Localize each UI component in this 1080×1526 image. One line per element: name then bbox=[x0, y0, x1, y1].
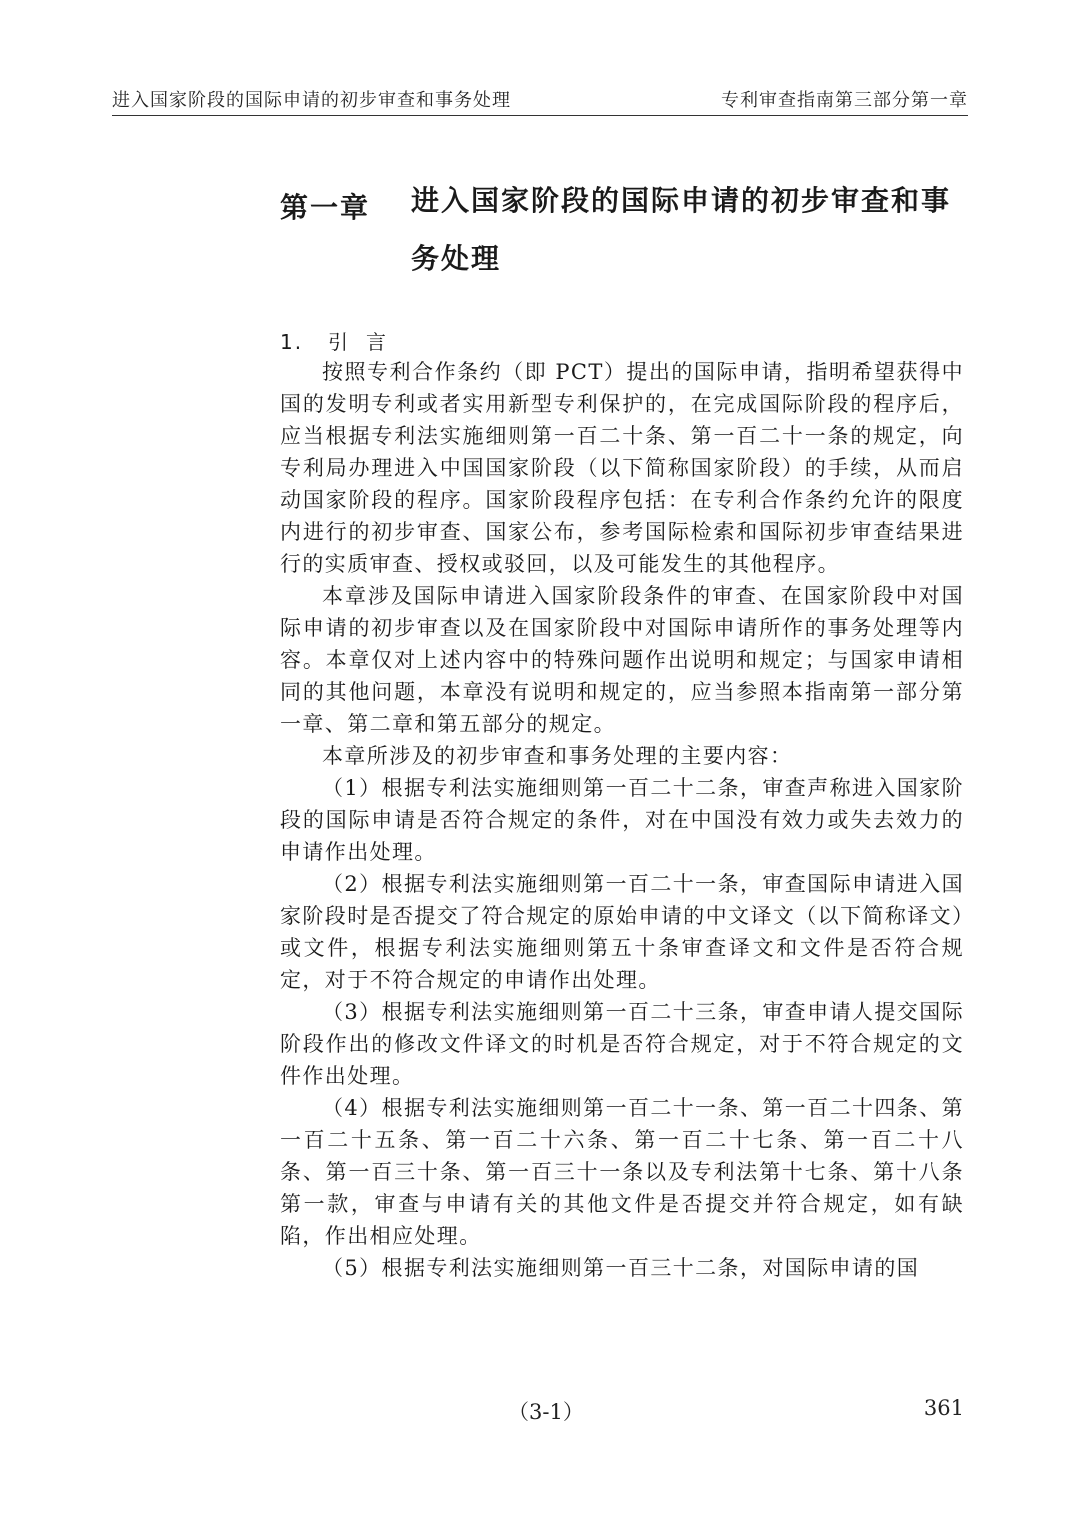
paragraph-intro: 按照专利合作条约（即 PCT）提出的国际申请，指明希望获得中国的发明专利或者实用新型专利保护的，在完成国际阶段的程序后，应当根据专利法实施细则第一百二十条、第一百二十一条的规定，向专利局办理进入中国国家阶段（以下简称国家阶段）的手续，从而启动国家阶段的程序。国家阶段程序包括：在专利合作条约允许的限度内进行的初步审查、国家公布，参考国际检索和国际初步审查结果进行的实质审查、授权或驳回，以及可能发生的其他程序。 bbox=[280, 360, 964, 576]
section-heading bbox=[280, 326, 404, 355]
section-title: 引言 bbox=[328, 330, 404, 354]
header-document-title: 进入国家阶段的国际申请的初步审查和事务处理 bbox=[112, 90, 511, 111]
chapter-label: 第一章 bbox=[280, 191, 371, 224]
paragraph-item-1: （1）根据专利法实施细则第一百二十二条，审查声称进入国家阶段的国际申请是否符合规定的条件，对在中国没有效力或失去效力的申请作出处理。 bbox=[280, 776, 964, 864]
paragraph-item-4: （4）根据专利法实施细则第一百二十一条、第一百二十四条、第一百二十五条、第一百二十六条、第一百二十七条、第一百二十八条、第一百三十条、第一百三十一条以及专利法第十七条、第十八条第一款，审查与申请有关的其他文件是否提交并符合规定，如有缺陷，作出相应处理。 bbox=[280, 1096, 964, 1248]
header-guideline-section: 专利审查指南第三部分第一章 bbox=[721, 90, 968, 111]
paragraph-item-3: （3）根据专利法实施细则第一百二十三条，审查申请人提交国际阶段作出的修改文件译文的时机是否符合规定，对于不符合规定的文件作出处理。 bbox=[280, 1000, 964, 1088]
chapter-title: 进入国家阶段的国际申请的初步审查和事务处理 bbox=[411, 184, 952, 275]
paragraph-item-5: （5）根据专利法实施细则第一百三十二条，对国际申请的国 bbox=[322, 1256, 920, 1280]
page-number: 361 bbox=[923, 1396, 964, 1420]
body-text bbox=[280, 356, 964, 1284]
footer-section-number: （3-1） bbox=[508, 1400, 584, 1424]
header-rule bbox=[112, 115, 968, 116]
running-header bbox=[112, 88, 968, 114]
section-number: 1. bbox=[280, 330, 304, 354]
paragraph-item-2: （2）根据专利法实施细则第一百二十一条，审查国际申请进入国家阶段时是否提交了符合规定的原始申请的中文译文（以下简称译文）或文件，根据专利法实施细则第五十条审查译文和文件是否符合规定，对于不符合规定的申请作出处理。 bbox=[280, 872, 964, 992]
paragraph-scope: 本章涉及国际申请进入国家阶段条件的审查、在国家阶段中对国际申请的初步审查以及在国家阶段中对国际申请所作的事务处理等内容。本章仅对上述内容中的特殊问题作出说明和规定；与国家申请相同的其他问题，本章没有说明和规定的，应当参照本指南第一部分第一章、第二章和第五部分的规定。 bbox=[280, 584, 964, 736]
paragraph-contents-lead: 本章所涉及的初步审查和事务处理的主要内容： bbox=[322, 744, 793, 768]
